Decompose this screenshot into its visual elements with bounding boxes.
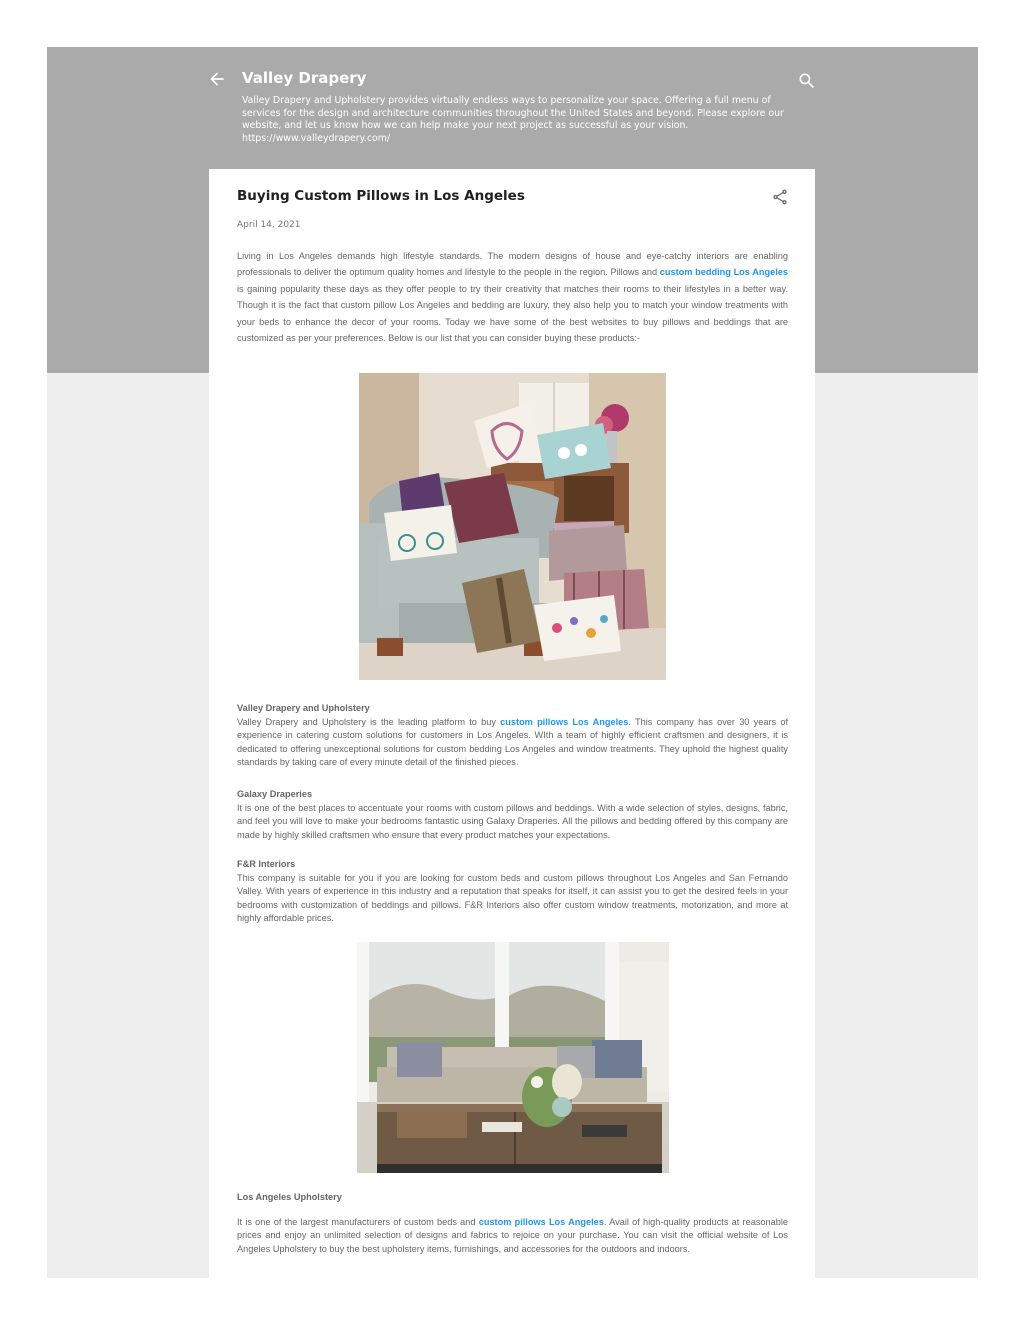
share-button[interactable] <box>771 188 789 206</box>
section-body <box>237 716 788 770</box>
share-icon <box>771 188 789 206</box>
section-heading: Los Angeles Upholstery <box>237 1192 342 1202</box>
custom-pillows-link[interactable]: custom pillows Los Angeles <box>478 1216 604 1227</box>
blog-title[interactable]: Valley Drapery <box>242 69 367 87</box>
section-valley-drapery <box>237 702 788 770</box>
section-body <box>237 1216 788 1257</box>
blog-page <box>47 47 978 1278</box>
section-text-before: It is one of the largest manufacturers of custom beds and <box>237 1216 479 1227</box>
section-body: This company is suitable for you if you are looking for custom beds and custom pillows throughout Los Angeles and San Fernando Valley. With years of experience in this industry and a reputation that speaks for itself, it can assist you to get the desired feels in your bedrooms with customization of beddings and pillows. F&R Interiors also offer custom window treatments, motorization, and more at highly affordable prices. <box>237 872 788 924</box>
intro-text-after: is gaining popularity these days as they offer people to try their creativity that matches their rooms to their lifestyles in a better way. Though it is the fact that custom pillow Los Angeles and bedding are luxury, they also help you to match your window treatments with your beds to enhance the decor of your rooms. Today we have some of the best websites to buy pillows and beddings that are customized as per your preferences. Below is our list that you can consider buying these products:- <box>237 283 788 344</box>
section-galaxy-draperies <box>237 788 788 842</box>
intro-text-before: Living in Los Angeles demands high lifestyle standards. The modern designs of house and eye-catchy interiors are enabling professionals to deliver the optimum quality homes and lifestyle to the people in the region. Pillows and <box>237 251 788 278</box>
section-text-after: . Avail of high-quality products at reasonable prices and enjoy an unlimited selection of designs and fabrics to rejoice on your purchase. You can visit the official website of Los Angeles Upholstery to buy the best upholstery items, furnishings, and accessories for the outdoors and indoors. <box>237 1216 789 1254</box>
post-date: April 14, 2021 <box>237 220 301 230</box>
post-card <box>209 169 815 1278</box>
custom-bedding-link[interactable]: custom bedding Los Angeles <box>659 267 789 278</box>
section-heading: Valley Drapery and Upholstery <box>237 703 370 713</box>
section-text-after: . This company has over 30 years of experience in catering custom solutions for customers in Los Angeles. WIth a team of highly efficient craftsmen and designers, it is dedicated to offering unexceptional solutions for custom bedding Los Angeles and window treatments. They uphold the highest quality standards by taking care of every minute detail of the finished pieces. <box>237 716 788 768</box>
search-icon <box>797 71 817 91</box>
post-title[interactable]: Buying Custom Pillows in Los Angeles <box>237 188 525 204</box>
arrow-back-icon <box>207 69 227 89</box>
blog-url: https://www.valleydrapery.com/ <box>242 132 391 144</box>
back-button[interactable] <box>207 69 227 89</box>
section-text-before: Valley Drapery and Upholstery is the leading platform to buy <box>237 716 501 727</box>
pillows-armchair-photo <box>359 373 666 680</box>
section-fr-interiors <box>237 858 788 926</box>
living-room-photo <box>357 942 669 1173</box>
post-intro <box>237 248 788 346</box>
blog-description <box>242 95 802 145</box>
search-button[interactable] <box>797 71 817 91</box>
section-heading: Galaxy Draperies <box>237 789 313 799</box>
section-heading: F&R Interiors <box>237 859 296 869</box>
section-los-angeles-upholstery <box>237 1191 788 1256</box>
custom-pillows-link[interactable]: custom pillows Los Angeles <box>500 716 629 727</box>
section-body: It is one of the best places to accentuate your rooms with custom pillows and beddings. With a wide selection of styles, designs, fabric, and feel you will love to make your bedrooms fantastic using Galaxy Draperies. All the pillows and bedding offered by this company are made by highly skilled craftsmen who ensure that every product matches your expectations. <box>237 802 788 840</box>
blog-description-text: Valley Drapery and Upholstery provides virtually endless ways to personalize your space. Offering a full menu of services for the design and architecture communities throughout the United States and beyond. Please explore our website, and let us know how we can help make your next project as successful as your vision. <box>242 95 784 131</box>
